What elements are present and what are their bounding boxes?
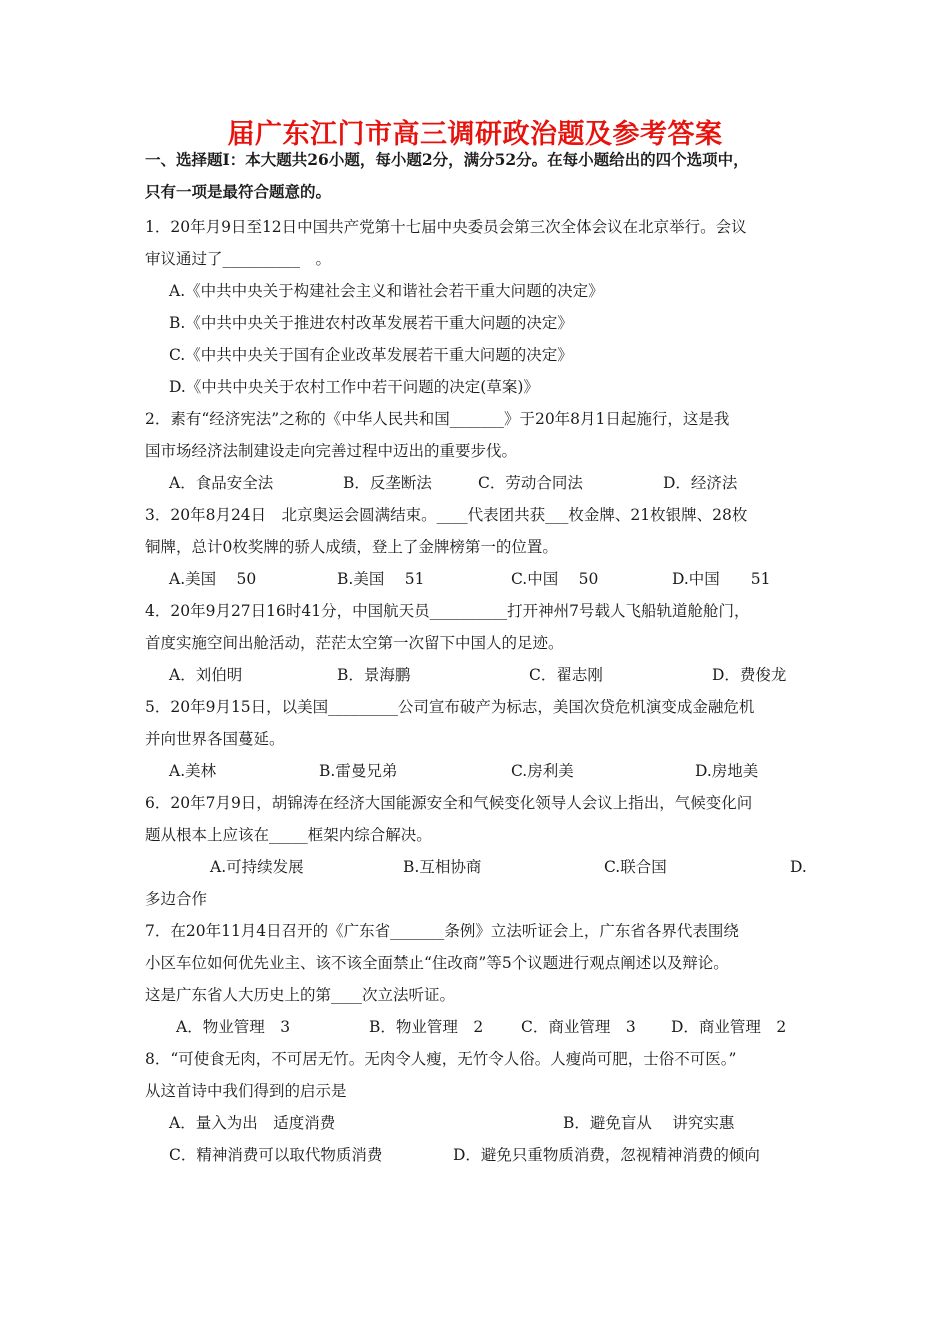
question-3-option-a: A.美国 50 [169, 570, 257, 588]
question-4-option-d: D．费俊龙 [712, 666, 787, 684]
section-instructions-line2: 只有一项是最符合题意的。 [145, 182, 332, 201]
question-1-text-line1: 1．20年月9日至12日中国共产党第十七届中央委员会第三次全体会议在北京举行。会议 [145, 218, 747, 236]
question-6-text-line2: 题从根本上应该在_____框架内综合解决。 [145, 826, 432, 844]
question-6-option-a: A.可持续发展 [210, 858, 304, 876]
page-title: 届广东江门市高三调研政治题及参考答案 [227, 119, 723, 150]
question-3-option-c: C.中国 50 [511, 570, 599, 588]
question-3-option-d: D.中国 51 [672, 570, 771, 588]
question-5-text-line1: 5．20年9月15日，以美国_________公司宣布破产为标志，美国次贷危机演变成金融危机 [145, 698, 755, 716]
question-6-option-d-wrap: 多边合作 [145, 890, 208, 908]
question-1-option-a: A.《中共中央关于构建社会主义和谐社会若干重大问题的决定》 [169, 282, 604, 300]
question-6-option-c: C.联合国 [604, 858, 667, 876]
question-3-text-line2: 铜牌，总计0枚奖牌的骄人成绩，登上了金牌榜第一的位置。 [145, 538, 558, 556]
question-2-option-a: A．食品安全法 [169, 474, 274, 492]
question-7-text-line3: 这是广东省人大历史上的第____次立法听证。 [145, 986, 456, 1004]
question-5-option-b: B.雷曼兄弟 [319, 762, 398, 780]
question-3-option-b: B.美国 51 [337, 570, 425, 588]
question-3-text-line1: 3．20年8月24日 北京奥运会圆满结束。____代表团共获___枚金牌、21枚银牌、28枚 [145, 506, 748, 524]
question-6-option-d: D. [790, 858, 807, 876]
question-2-option-b: B．反垄断法 [343, 474, 432, 492]
question-2-option-c: C．劳动合同法 [478, 474, 583, 492]
question-2-text-line2: 国市场经济法制建设走向完善过程中迈出的重要步伐。 [145, 442, 518, 460]
question-1-option-b: B.《中共中央关于推进农村改革发展若干重大问题的决定》 [169, 314, 573, 332]
question-6-text-line1: 6．20年7月9日，胡锦涛在经济大国能源安全和气候变化领导人会议上指出，气候变化问 [145, 794, 753, 812]
question-4-option-b: B．景海鹏 [337, 666, 411, 684]
question-7-option-b: B．物业管理 2 [369, 1018, 484, 1036]
question-1-text-line2: 审议通过了__________ 。 [145, 250, 332, 268]
question-4-text-line1: 4．20年9月27日16时41分，中国航天员__________打开神州7号载人飞船轨道舱舱门， [145, 602, 750, 620]
question-8-option-c: C．精神消费可以取代物质消费 [169, 1146, 383, 1164]
question-7-text-line1: 7．在20年11月4日召开的《广东省_______条例》立法听证会上，广东省各界代表围绕 [145, 922, 739, 940]
question-7-option-d: D．商业管理 2 [671, 1018, 787, 1036]
question-2-option-d: D．经济法 [663, 474, 738, 492]
question-4-text-line2: 首度实施空间出舱活动，茫茫太空第一次留下中国人的足迹。 [145, 634, 564, 652]
question-6-option-b: B.互相协商 [403, 858, 482, 876]
question-5-option-a: A.美林 [169, 762, 217, 780]
question-7-text-line2: 小区车位如何优先业主、该不该全面禁止“住改商”等5个议题进行观点阐述以及辩论。 [145, 954, 729, 972]
question-8-text-line2: 从这首诗中我们得到的启示是 [145, 1082, 347, 1100]
section-instructions-line1: 一、选择题Ⅰ：本大题共26小题，每小题2分，满分52分。在每小题给出的四个选项中， [145, 150, 749, 169]
question-4-option-a: A．刘伯明 [169, 666, 243, 684]
question-1-option-c: C.《中共中央关于国有企业改革发展若干重大问题的决定》 [169, 346, 573, 364]
question-1-option-d: D.《中共中央关于农村工作中若干问题的决定(草案)》 [169, 378, 539, 396]
question-8-option-d: D．避免只重物质消费，忽视精神消费的倾向 [453, 1146, 760, 1164]
question-8-text-line1: 8．“可使食无肉，不可居无竹。无肉令人瘦，无竹令人俗。人瘦尚可肥，士俗不可医。” [145, 1050, 737, 1068]
question-7-option-c: C．商业管理 3 [521, 1018, 636, 1036]
question-5-option-c: C.房利美 [511, 762, 574, 780]
question-2-text-line1: 2．素有“经济宪法”之称的《中华人民共和国_______》于20年8月1日起施行，这是我 [145, 410, 730, 428]
question-4-option-c: C．翟志刚 [529, 666, 603, 684]
question-8-option-b: B．避免盲从 讲究实惠 [563, 1114, 735, 1132]
question-7-option-a: A．物业管理 3 [176, 1018, 291, 1036]
question-5-text-line2: 并向世界各国蔓延。 [145, 730, 285, 748]
question-5-option-d: D.房地美 [695, 762, 759, 780]
question-8-option-a: A．量入为出 适度消费 [169, 1114, 336, 1132]
